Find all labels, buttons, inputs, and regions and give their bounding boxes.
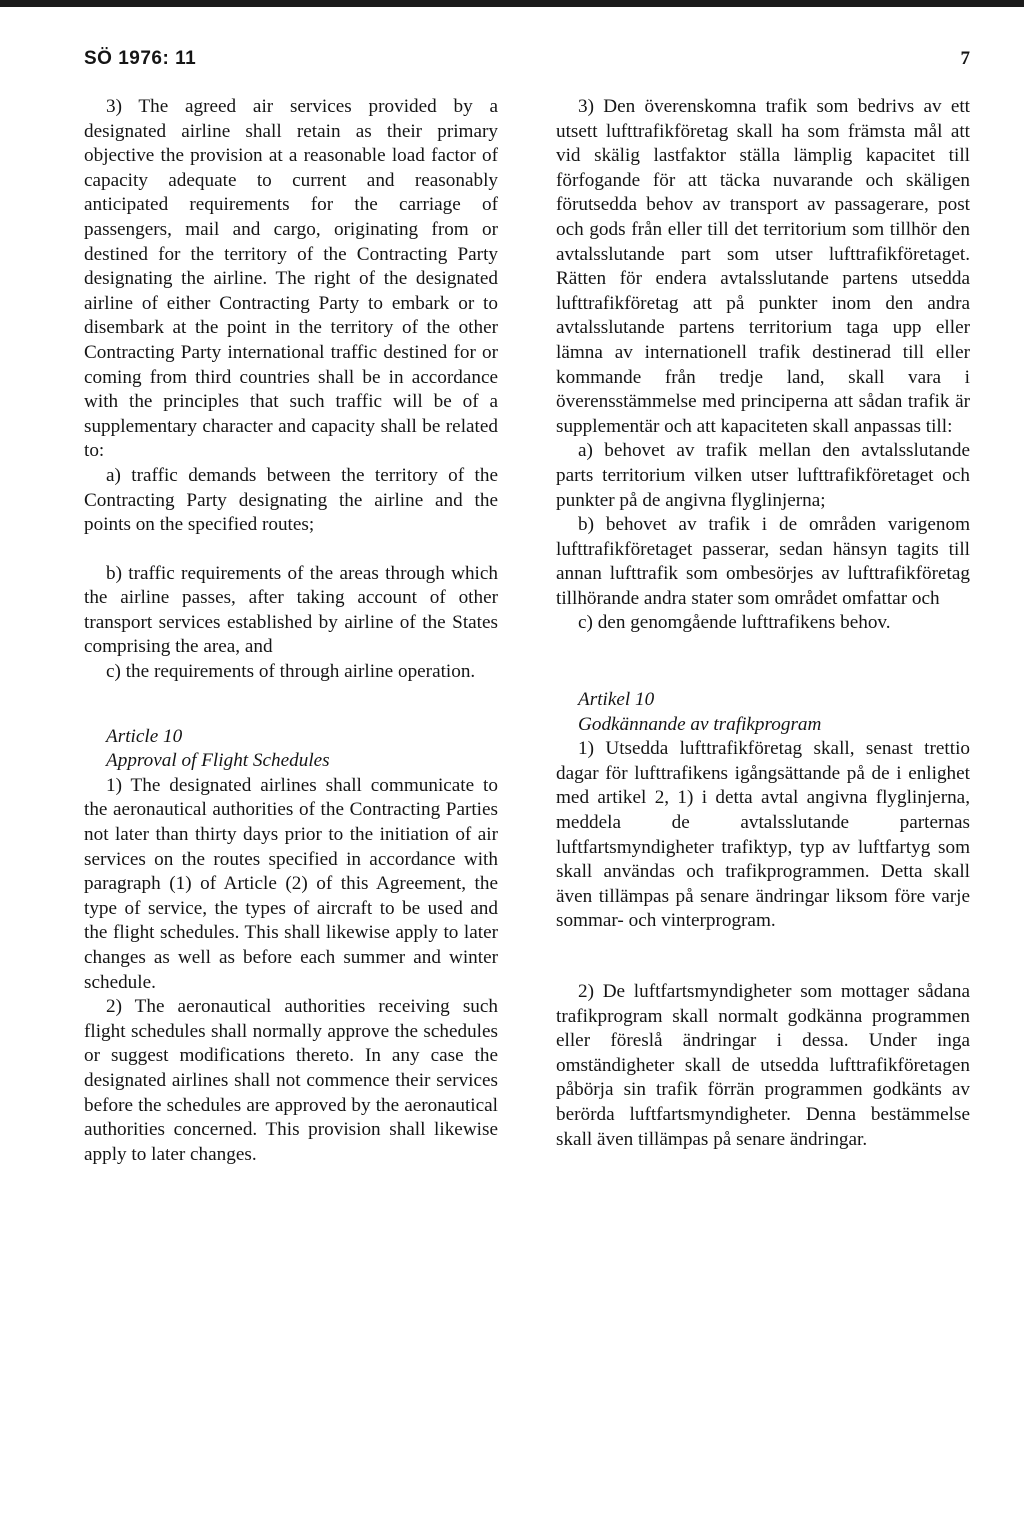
item-c: c) den genomgående lufttrafikens behov. <box>578 612 891 634</box>
paragraph-3: 3) The agreed air services provided by a designated airline shall retain as their primary objective the provision at a reasonable load factor of capacity adequate to current and reasonably anticipated requirements for the carriage of passengers, mail and cargo, originating from or destined for the territory of the Contracting Party designating the airline. The right of the designated airline of either Contracting Party to embark or to disembark at the point in the territory of the other Contracting Party international traffic destined for or coming from third countries shall be in accordance with the principles that such traffic will be of a supplementary character and capacity shall be related to: <box>84 96 498 462</box>
paragraph-3: 3) Den överenskomna trafik som bedrivs av ett utsett lufttrafikföretag skall ha som främsta mål att vid skälig lastfaktor ställa lämplig kapacitet till förfogande för att täcka nuvarande och skäligen förutsedda behov av transport av passagerare, post och gods från eller till det territorium som tillhör den avtalsslutande part som utser lufttrafikföretaget. Rätten för endera avtalsslutande partens utsedda lufttrafikföretag att på punkter inom den andra avtalsslutande partens territorium taga upp eller lämna av internationell trafik destinerad till eller kommande från tredje land, skall vara i överensstämmelse med principerna att sådan trafik är supplementär och att kapaciteten skall anpassas till: <box>556 96 970 437</box>
page-top-border <box>0 0 1024 7</box>
page-number: 7 <box>960 48 970 69</box>
article-title: Article 10 <box>106 725 183 747</box>
article-subtitle: Approval of Flight Schedules <box>106 750 330 772</box>
article-title: Artikel 10 <box>578 689 655 711</box>
paragraph-1: 1) The designated airlines shall communicate to the aeronautical authorities of the Contracting Parties not later than thirty days prior to the initiation of air services on the routes specified in accordance with paragraph (1) of Article (2) of this Agreement, the type of service, the types of aircraft to be used and the flight schedules. This shall likewise apply to later changes as well as before each summer and winter schedule. <box>84 774 498 993</box>
item-a: a) traffic demands between the territory of the Contracting Party designating the airline and the points on the specified routes; <box>84 464 498 536</box>
item-b: b) traffic requirements of the areas through which the airline passes, after taking account of other transport services established by airline of the States comprising the area, and <box>84 562 498 658</box>
item-c: c) the requirements of through airline operation. <box>106 661 476 683</box>
paragraph-1: 1) Utsedda lufttrafikföretag skall, senast trettio dagar för lufttrafikens igångsättande på de i enlighet med artikel 2, 1) i detta avtal angivna flyglinjerna, meddela de avtalsslutande parternas luftfartsmyndigheter trafiktyp, typ av luftfartyg som skall användas och trafikprogrammen. Detta skall även tillämpas på senare ändringar liksom före varje sommar- och vinterprogram. <box>556 738 970 932</box>
item-a: a) behovet av trafik mellan den avtalsslutande parts territorium vilken utser lufttrafikföretaget och punkter på de angivna flyglinjerna; <box>556 440 970 511</box>
paragraph-2: 2) The aeronautical authorities receiving such flight schedules shall normally approve the schedules or suggest modifications thereto. In any case the designated airlines shall not commence their services before the schedules are approved by the aeronautical authorities concerned. This provision shall likewise apply to later changes. <box>84 996 498 1165</box>
english-column <box>84 95 498 1167</box>
page-header <box>84 48 970 78</box>
document-reference: SÖ 1976: 11 <box>84 48 197 69</box>
article-subtitle: Godkännande av trafikprogram <box>578 713 822 735</box>
paragraph-2: 2) De luftfartsmyndigheter som mottager sådana trafikprogram skall normalt godkänna programmen eller föreslå ändringar i dessa. Under inga omständigheter skall de utsedda lufttrafikföretagen påbörja sin trafik förrän programmen godkänts av berörda luftfartsmyndigheter. Denna bestämmelse skall även tillämpas på senare ändringar. <box>556 981 970 1150</box>
swedish-column <box>556 95 970 1152</box>
item-b: b) behovet av trafik i de områden varigenom lufttrafikföretaget passerar, sedan hänsyn tagits till annan lufttrafik som ombesörjes av lufttrafikföretag tillhörande andra stater som området omfattar och <box>556 514 970 609</box>
